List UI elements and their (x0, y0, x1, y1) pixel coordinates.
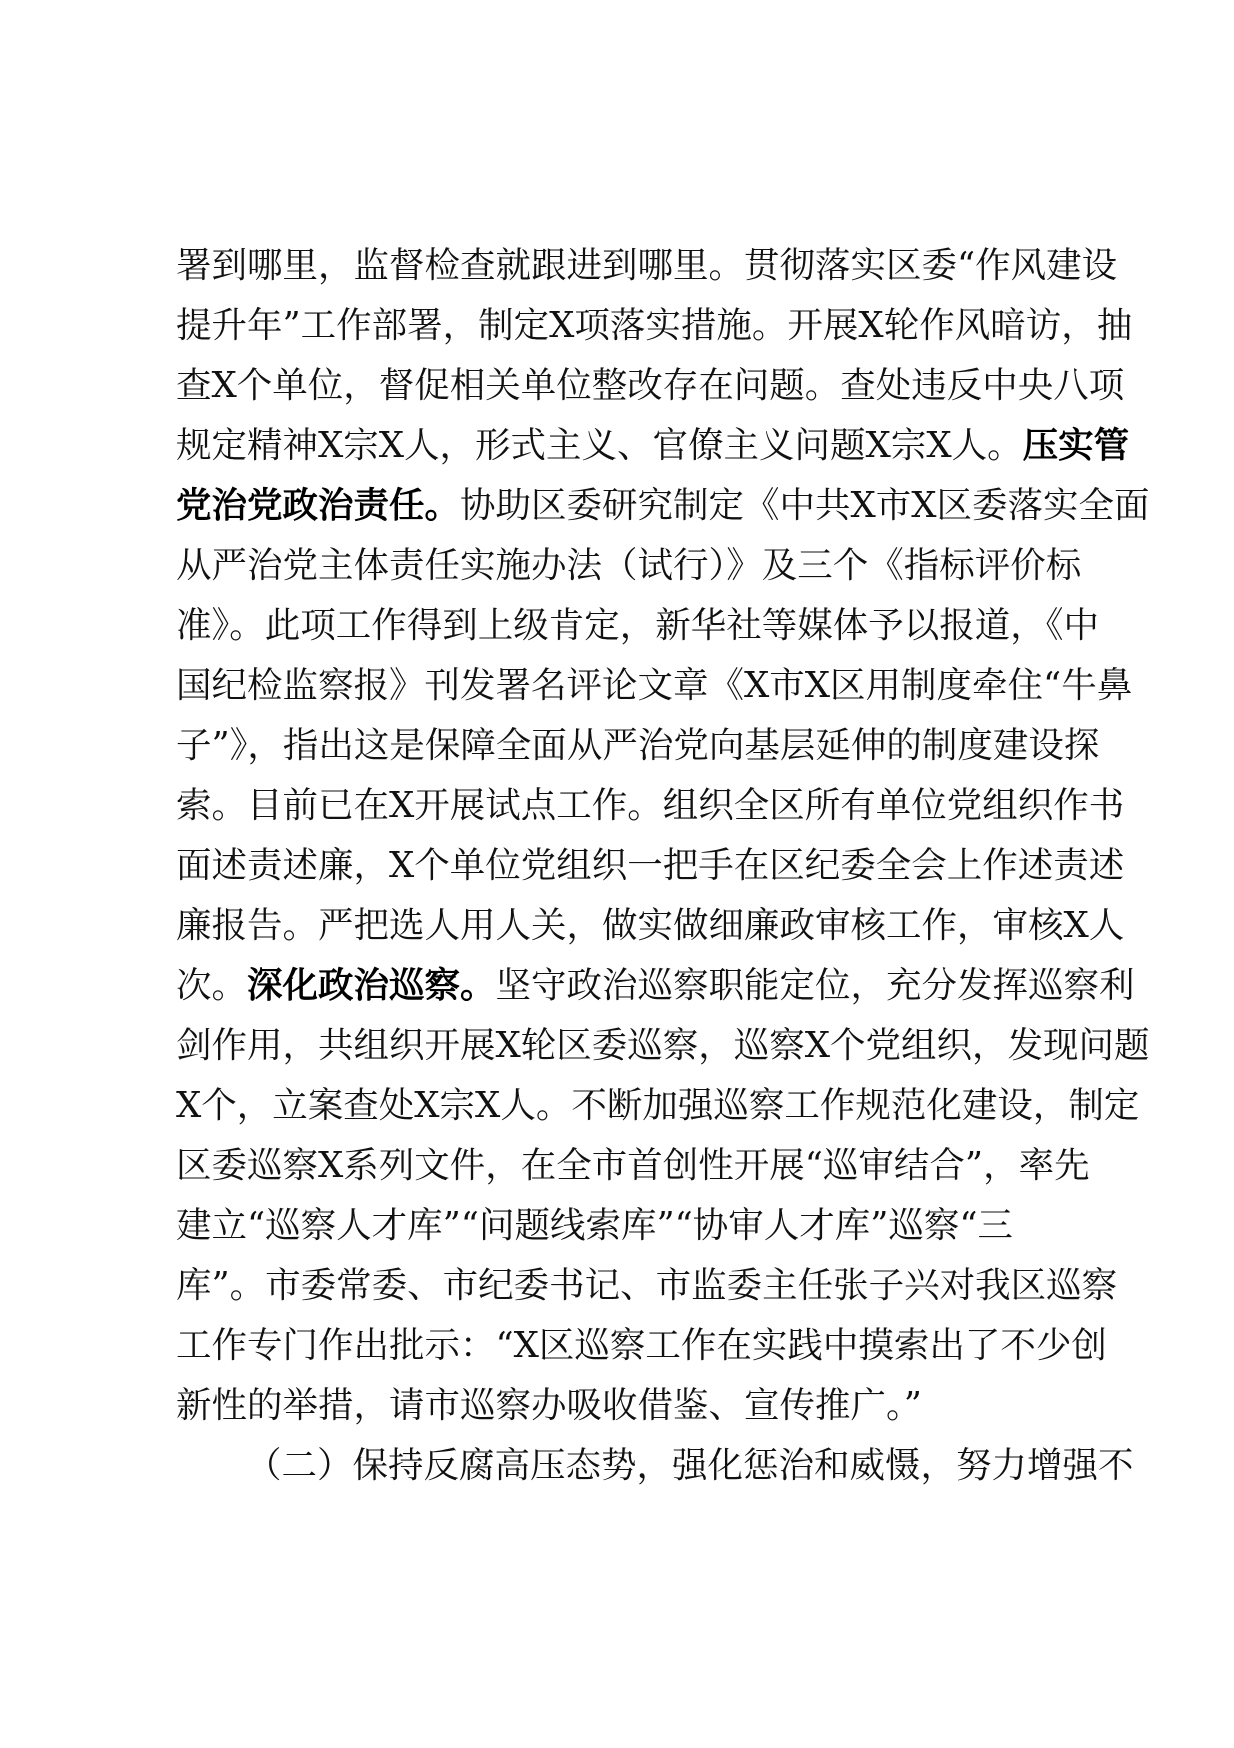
text-line: 建立“巡察人才库”“问题线索库”“协审人才库”巡察“三 (176, 1205, 1014, 1246)
text-line (176, 416, 1130, 476)
bold-heading-run: 深化政治巡察。 (247, 965, 496, 1006)
section-heading-line: （二）保持反腐高压态势，强化惩治和威慑，努力增强不 (246, 1445, 1134, 1486)
body-text (176, 236, 1150, 1496)
text-line: X个，立案查处X宗X人。不断加强巡察工作规范化建设，制定 (176, 1085, 1140, 1126)
text-line: 剑作用，共组织开展X轮区委巡察，巡察X个党组织，发现问题 (176, 1025, 1150, 1066)
text-line: 新性的举措，请市巡察办吸收借鉴、宣传推广。” (176, 1385, 922, 1426)
text-line: 准》。此项工作得到上级肯定，新华社等媒体予以报道，《中 (176, 605, 1100, 646)
text-line: 子”》，指出这是保障全面从严治党向基层延伸的制度建设探 (176, 725, 1100, 766)
text-line: 工作专门作出批示：“X区巡察工作在实践中摸索出了不少创 (176, 1325, 1107, 1366)
text-line (176, 476, 1150, 536)
text-line: 索。目前已在X开展试点工作。组织全区所有单位党组织作书 (176, 785, 1125, 826)
bold-heading-run: 党治党政治责任。 (176, 485, 461, 526)
text-line: 廉报告。严把选人用人关，做实做细廉政审核工作，审核X人 (176, 905, 1125, 946)
text-run: 次。 (176, 965, 248, 1006)
text-line: 从严治党主体责任实施办法（试行）》及三个《指标评价标 (176, 545, 1082, 586)
text-line: 库”。市委常委、市纪委书记、市监委主任张子兴对我区巡察 (176, 1265, 1118, 1306)
text-line (176, 956, 1135, 1016)
bold-heading-run: 压实管 (1022, 425, 1130, 466)
text-run: 协助区委研究制定《中共X市X区委落实全面 (460, 485, 1150, 526)
text-line: 区委巡察X系列文件，在全市首创性开展“巡审结合”，率先 (176, 1145, 1090, 1186)
text-line: 署到哪里，监督检查就跟进到哪里。贯彻落实区委“作风建设 (176, 245, 1118, 286)
text-run: 坚守政治巡察职能定位，充分发挥巡察利 (495, 965, 1135, 1006)
text-line: 查X个单位，督促相关单位整改存在问题。查处违反中央八项 (176, 365, 1125, 406)
text-line: 提升年”工作部署，制定X项落实措施。开展X轮作风暗访，抽 (176, 305, 1133, 346)
text-line: 国纪检监察报》刊发署名评论文章《X市X区用制度牵住“牛鼻 (176, 665, 1133, 706)
text-run: 规定精神X宗X人，形式主义、官僚主义问题X宗X人。 (176, 425, 1023, 466)
text-line: 面述责述廉，X个单位党组织一把手在区纪委全会上作述责述 (176, 845, 1125, 886)
